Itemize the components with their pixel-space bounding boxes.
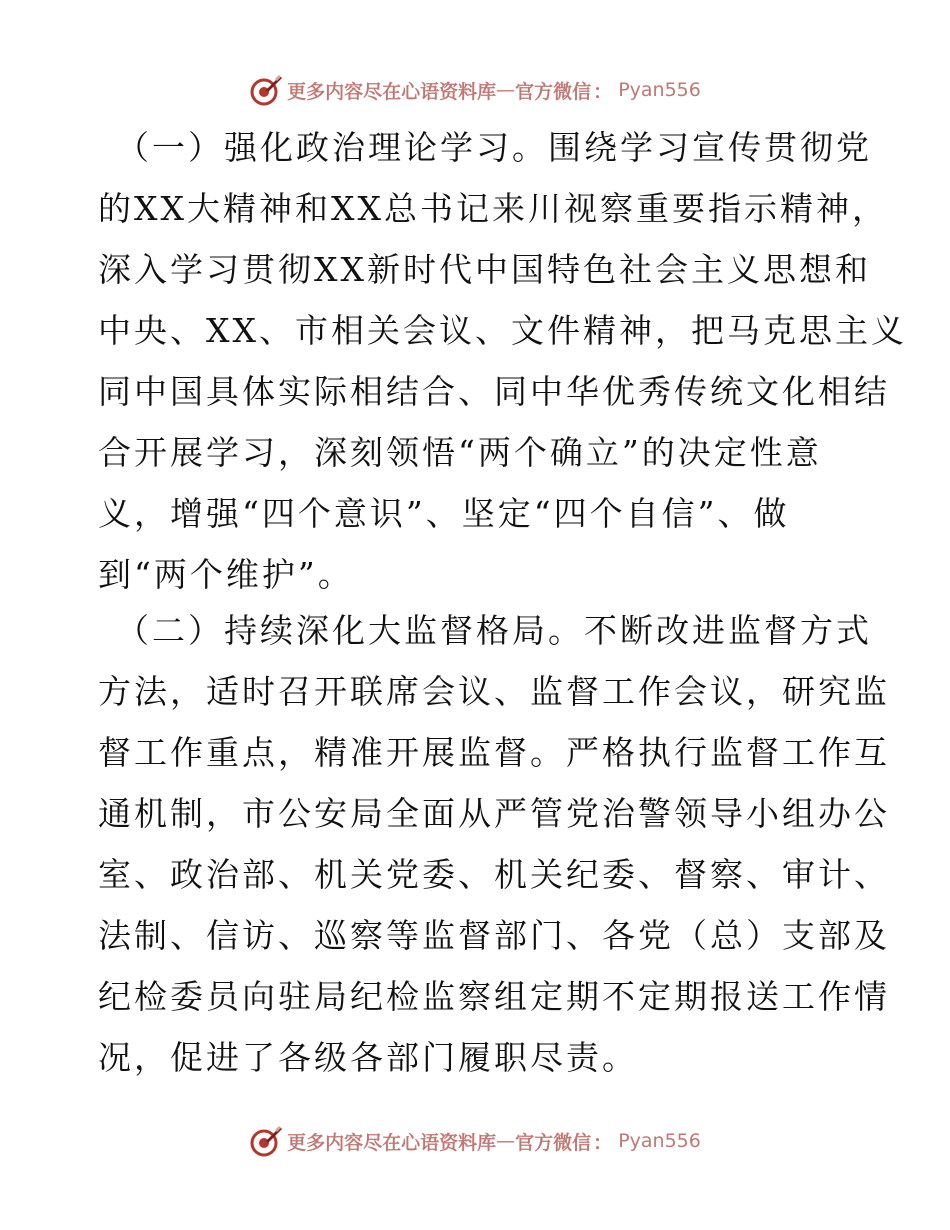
banner-wechat-label: 官方微信 <box>515 80 592 103</box>
text-line: （二）持续深化大监督格局。不断改进监督方式 <box>116 611 872 650</box>
text-line: 纪检委员向驻局纪检监察组定期不定期报送工作情 <box>98 977 890 1016</box>
banner-main-text: 更多内容尽在心语资料库 <box>287 1131 497 1154</box>
banner-wechat-id: Pyan556 <box>618 1130 701 1152</box>
text-line: 深入学习贯彻XX新时代中国特色社会主义思想和 <box>98 250 871 289</box>
header-banner <box>0 70 950 110</box>
text-line: 义，增强“四个意识”、坚定“四个自信”、做 <box>98 494 790 533</box>
paragraph-political-theory <box>98 117 907 605</box>
text-line: 室、政治部、机关党委、机关纪委、督察、审计、 <box>98 855 890 894</box>
text-line: 到“两个维护”。 <box>98 555 354 594</box>
banner-separator: ： <box>593 1131 613 1154</box>
banner-wechat-id: Pyan556 <box>618 79 701 101</box>
text-line: 合开展学习，深刻领悟“两个确立”的决定性意 <box>98 433 822 472</box>
banner-dash: — <box>496 79 516 101</box>
text-line: 督工作重点，精准开展监督。严格执行监督工作互 <box>98 733 890 772</box>
banner-wechat-label: 官方微信 <box>515 1131 592 1154</box>
paragraph-supervision-pattern <box>98 600 890 1088</box>
text-line: 的XX大精神和XX总书记来川视察重要指示精神， <box>98 189 888 228</box>
text-line: 况，促进了各级各部门履职尽责。 <box>98 1038 638 1077</box>
footer-banner <box>0 1121 950 1161</box>
text-line: 方法，适时召开联席会议、监督工作会议，研究监 <box>98 672 890 711</box>
quill-seal-icon <box>249 1124 283 1158</box>
banner-dash: — <box>496 1130 516 1152</box>
text-line: 同中国具体实际相结合、同中华优秀传统文化相结 <box>98 372 890 411</box>
quill-seal-icon <box>249 73 283 107</box>
banner-separator: ： <box>593 80 613 103</box>
text-line: 法制、信访、巡察等监督部门、各党（总）支部及 <box>98 916 890 955</box>
text-line: 中央、XX、市相关会议、文件精神，把马克思主义 <box>98 311 907 350</box>
text-line: （一）强化政治理论学习。围绕学习宣传贯彻党 <box>116 128 872 167</box>
banner-main-text: 更多内容尽在心语资料库 <box>287 80 497 103</box>
text-line: 通机制，市公安局全面从严管党治警领导小组办公 <box>98 794 890 833</box>
